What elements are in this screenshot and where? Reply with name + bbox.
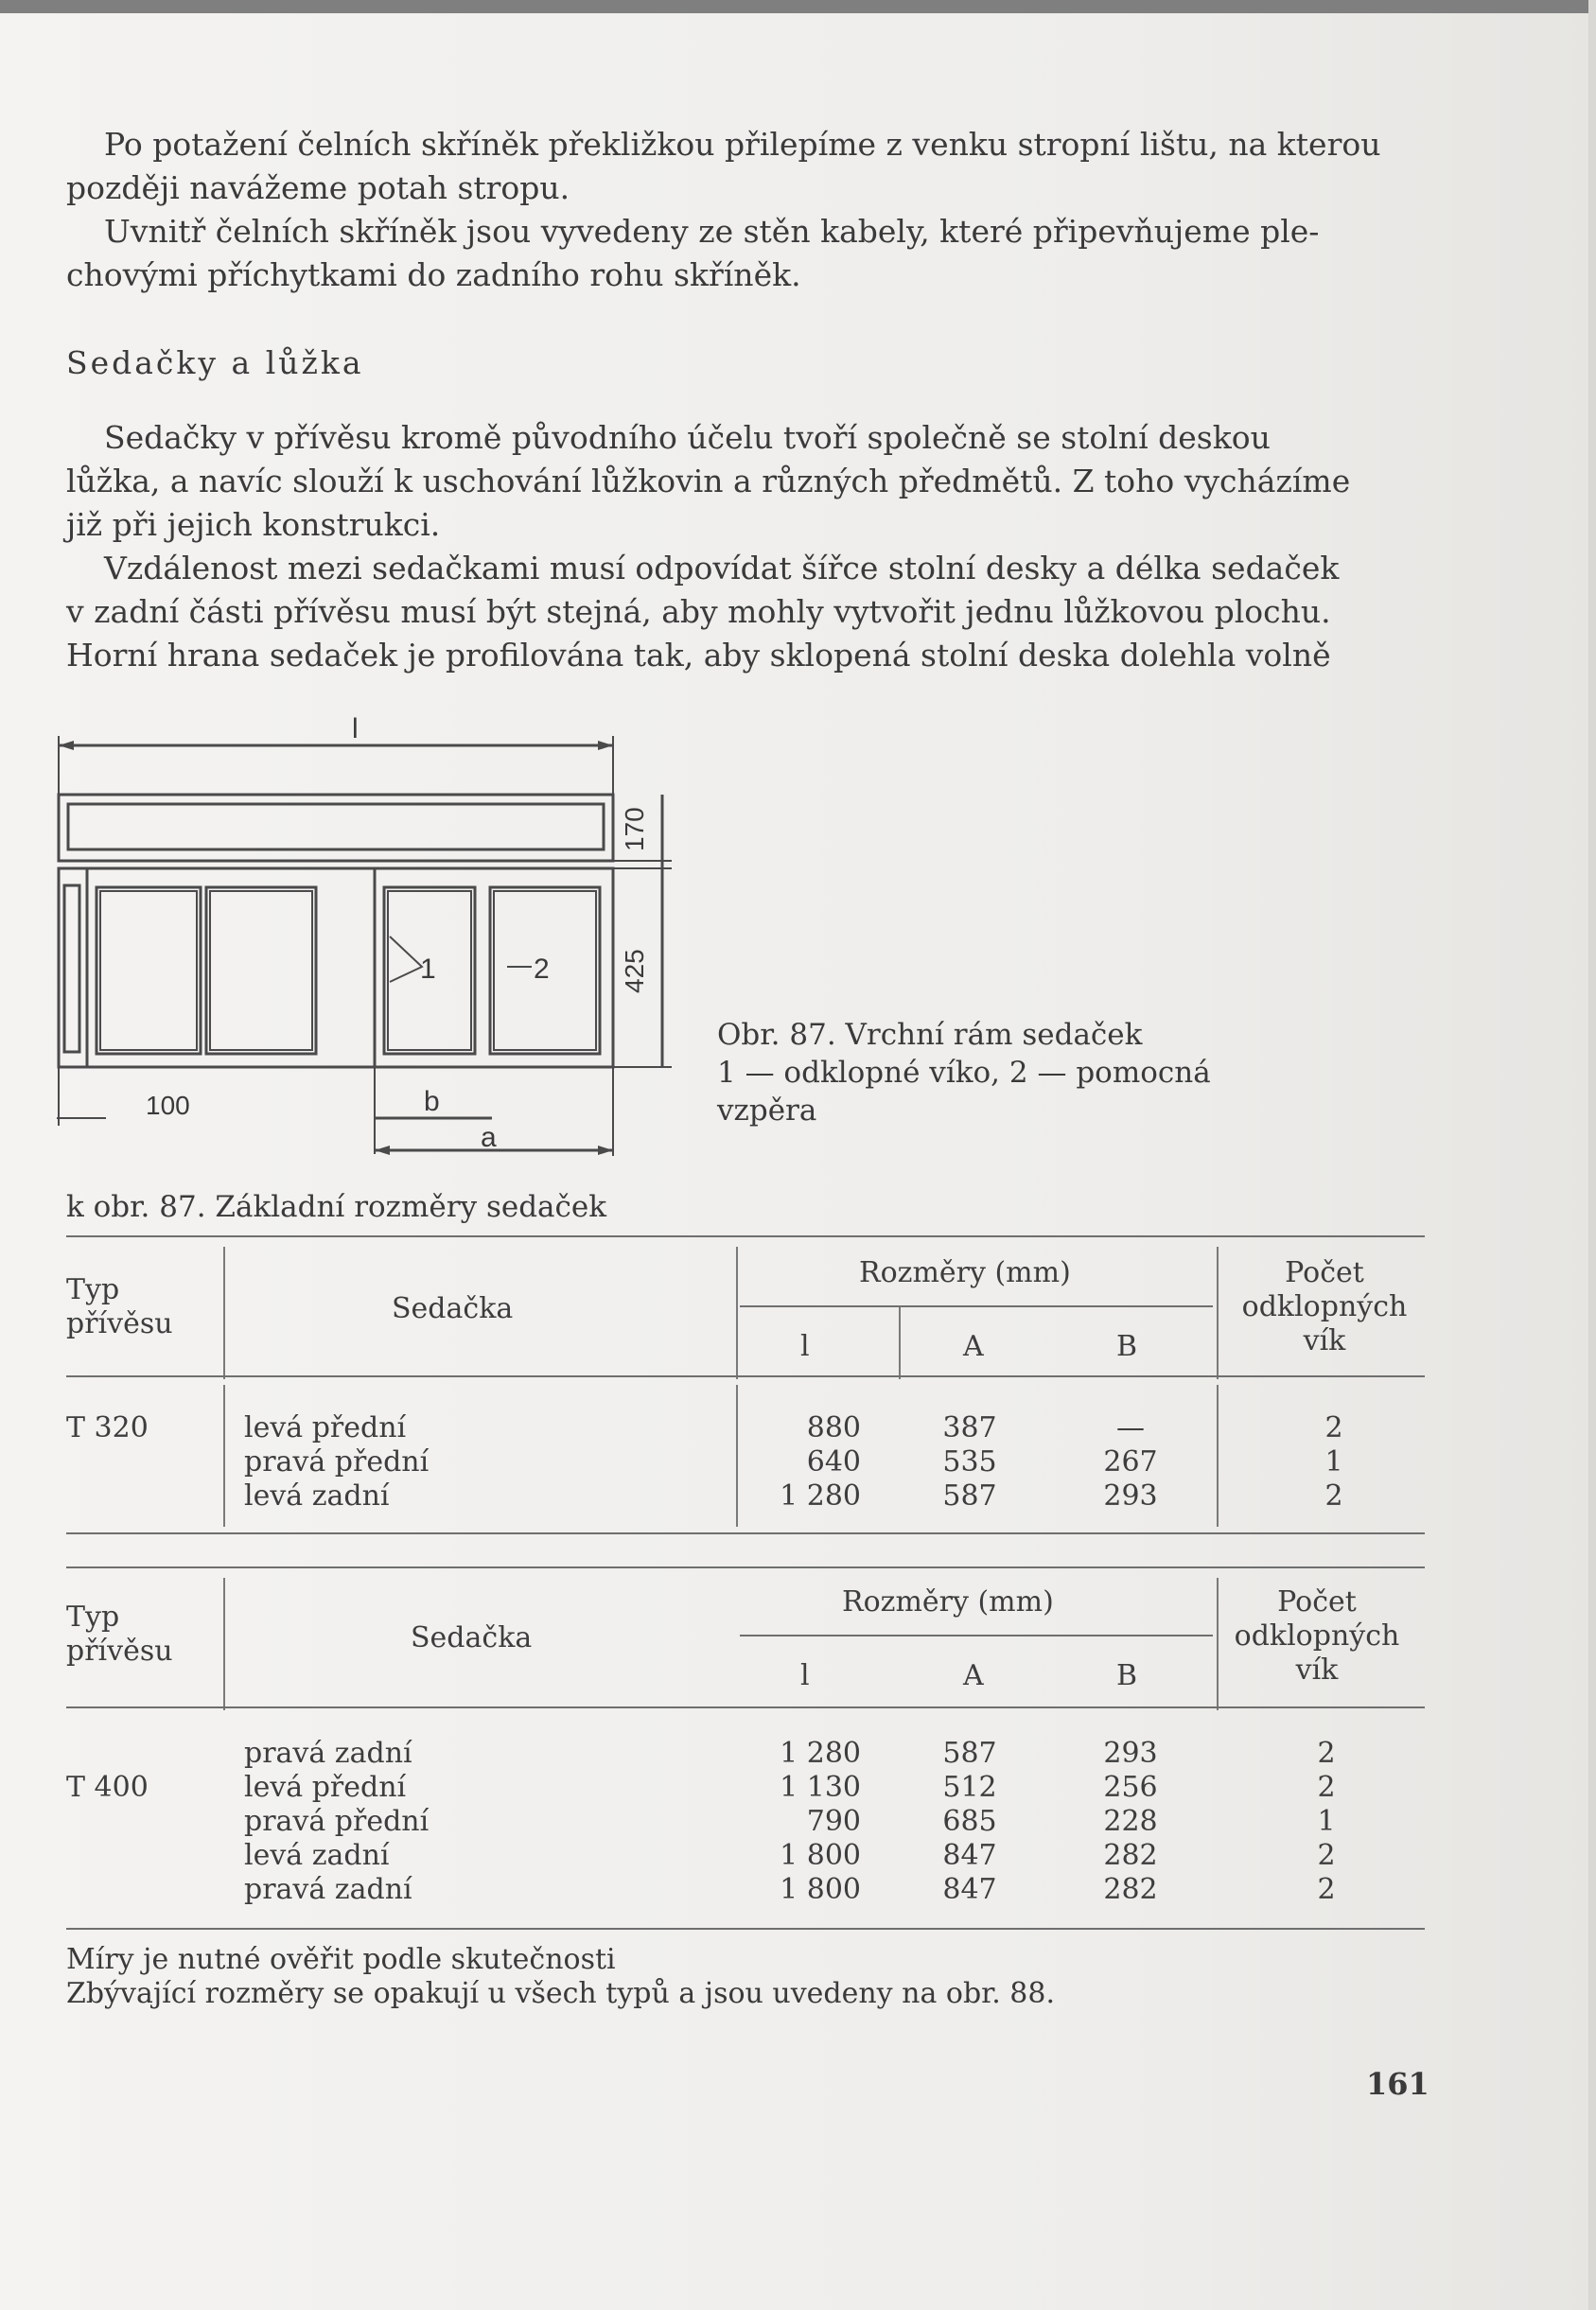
text-line: Vzdálenost mezi sedačkami musí odpovídat šířce stolní desky a délka sedaček	[104, 550, 1340, 586]
text-line: Horní hrana sedaček je profilována tak, aby sklopená stolní deska dolehla volně	[66, 637, 1331, 674]
b-cell: 293	[1103, 1479, 1158, 1513]
text-line: Uvnitř čelních skříněk jsou vyvedeny ze stěn kabely, které připevňujeme ple-	[104, 213, 1320, 250]
lid-panel-inner	[100, 891, 197, 1050]
header-l: l	[800, 1659, 810, 1692]
header-a: A	[963, 1659, 984, 1692]
a-cell: 387	[942, 1411, 997, 1444]
label-b: b	[424, 1086, 440, 1117]
table-column-rule	[223, 1578, 225, 1710]
header-type-line2: přívěsu	[66, 1307, 173, 1340]
l-cell: 1 280	[780, 1737, 861, 1770]
type-cell: T 320	[66, 1411, 149, 1444]
header-type-line1: Typ	[66, 1273, 120, 1306]
text-line: již při jejich konstrukci.	[66, 506, 441, 543]
count-cell: 2	[1317, 1771, 1336, 1804]
text-line: lůžka, a navíc slouží k uschování lůžkovin a různých předmětů. Z toho vycházíme	[66, 463, 1351, 499]
header-type-line2: přívěsu	[66, 1635, 173, 1668]
table-rule	[66, 1235, 1425, 1237]
table-rule	[66, 1706, 1425, 1708]
table-rule	[740, 1305, 1213, 1307]
paragraph-4	[66, 547, 1421, 677]
type-cell: T 400	[66, 1771, 149, 1804]
text-line: Sedačky v přívěsu kromě původního účelu tvoří společně se stolní deskou	[104, 419, 1271, 456]
label-l: l	[352, 713, 359, 744]
count-cell: 1	[1324, 1445, 1343, 1479]
caption-line: Obr. 87. Vrchní rám sedaček	[717, 1018, 1143, 1052]
count-cell: 2	[1324, 1411, 1343, 1444]
l-cell: 1 800	[780, 1839, 861, 1872]
scan-right-edge	[1588, 0, 1596, 2310]
l-cell: 1 130	[780, 1771, 861, 1804]
scan-top-border	[0, 0, 1596, 13]
label-a: a	[481, 1122, 497, 1153]
header-b: B	[1116, 1330, 1138, 1363]
header-seat: Sedačka	[411, 1621, 533, 1654]
text-line: v zadní části přívěsu musí být stejná, aby mohly vytvořit jednu lůžkovou plochu.	[66, 593, 1331, 630]
header-dimensions: Rozměry (mm)	[859, 1256, 1071, 1289]
paragraph-1	[66, 123, 1421, 210]
label-425: 425	[620, 949, 649, 993]
label-100: 100	[146, 1091, 190, 1120]
table-column-rule	[223, 1385, 225, 1527]
a-cell: 535	[942, 1445, 997, 1479]
table-rule	[66, 1928, 1425, 1930]
label-callout-2: 2	[534, 954, 550, 985]
b-cell: 282	[1103, 1839, 1158, 1872]
side-strip	[64, 885, 79, 1052]
count-cell: 2	[1317, 1737, 1336, 1770]
table-rule	[740, 1635, 1213, 1636]
header-count-line3: vík	[1303, 1324, 1346, 1357]
note-measurements: Míry je nutné ověřit podle skutečnosti	[66, 1943, 616, 1976]
header-a: A	[963, 1330, 984, 1363]
header-count-line1: Počet	[1277, 1585, 1357, 1619]
table-column-rule	[899, 1305, 901, 1379]
a-cell: 512	[942, 1771, 997, 1804]
dimensions-table-2	[66, 1566, 1425, 1935]
b-cell: 228	[1103, 1805, 1158, 1838]
seat-cell: levá zadní	[244, 1479, 390, 1513]
table-column-rule	[1217, 1385, 1219, 1527]
paragraph-2	[66, 210, 1421, 297]
l-cell: 640	[806, 1445, 861, 1479]
seat-cell: levá zadní	[244, 1839, 390, 1872]
table-rule	[66, 1566, 1425, 1568]
seat-cell: pravá přední	[244, 1445, 430, 1479]
b-cell: 293	[1103, 1737, 1158, 1770]
a-cell: 847	[942, 1873, 997, 1906]
paragraph-3	[66, 416, 1421, 547]
count-cell: 2	[1317, 1839, 1336, 1872]
table-column-rule	[736, 1385, 738, 1527]
caption-line: vzpěra	[717, 1094, 817, 1128]
a-cell: 685	[942, 1805, 997, 1838]
l-cell: 880	[806, 1411, 861, 1444]
label-170: 170	[620, 807, 649, 851]
table-rule	[66, 1532, 1425, 1534]
header-count-line2: odklopných	[1241, 1290, 1408, 1323]
count-cell: 1	[1317, 1805, 1336, 1838]
l-cell: 1 800	[780, 1873, 861, 1906]
seat-cell: levá přední	[244, 1411, 407, 1444]
text-line: později navážeme potah stropu.	[66, 169, 570, 206]
lid-panel	[96, 887, 201, 1054]
figure-caption	[717, 1016, 1342, 1129]
label-callout-1: 1	[420, 954, 436, 985]
table-column-rule	[736, 1247, 738, 1379]
table-rule	[66, 1375, 1425, 1377]
header-l: l	[800, 1330, 810, 1363]
table-column-rule	[1217, 1247, 1219, 1379]
b-cell: —	[1116, 1411, 1145, 1444]
seat-cell: levá přední	[244, 1771, 407, 1804]
seat-cell: pravá zadní	[244, 1873, 412, 1906]
l-cell: 790	[806, 1805, 861, 1838]
table-title: k obr. 87. Základní rozměry sedaček	[66, 1190, 607, 1224]
seat-cell: pravá přední	[244, 1805, 430, 1838]
header-seat: Sedačka	[392, 1292, 514, 1325]
b-cell: 267	[1103, 1445, 1158, 1479]
section-heading: Sedačky a lůžka	[66, 344, 364, 381]
header-type-line1: Typ	[66, 1601, 120, 1634]
top-rail-inner	[68, 804, 604, 849]
header-count-line2: odklopných	[1234, 1619, 1400, 1653]
table-column-rule	[223, 1247, 225, 1379]
seat-frame-drawing	[57, 709, 681, 1164]
count-cell: 2	[1324, 1479, 1343, 1513]
l-cell: 1 280	[780, 1479, 861, 1513]
text-line: Po potažení čelních skříněk překližkou přilepíme z venku stropní lištu, na kterou	[104, 126, 1381, 163]
a-cell: 587	[942, 1479, 997, 1513]
header-count-line3: vík	[1295, 1654, 1339, 1687]
header-count-line1: Počet	[1285, 1256, 1364, 1289]
count-cell: 2	[1317, 1873, 1336, 1906]
header-dimensions: Rozměry (mm)	[842, 1585, 1054, 1619]
seat-cell: pravá zadní	[244, 1737, 412, 1770]
lid-panel-inner	[210, 891, 312, 1050]
leader-1	[390, 936, 422, 982]
note-remaining-dimensions: Zbývající rozměry se opakují u všech typů a jsou uvedeny na obr. 88.	[66, 1977, 1056, 2010]
dimensions-table-1	[66, 1235, 1425, 1538]
a-cell: 847	[942, 1839, 997, 1872]
caption-line: 1 — odklopné víko, 2 — pomocná	[717, 1056, 1211, 1090]
b-cell: 256	[1103, 1771, 1158, 1804]
header-b: B	[1116, 1659, 1138, 1692]
a-cell: 587	[942, 1737, 997, 1770]
page-number: 161	[1366, 2066, 1429, 2102]
text-line: chovými příchytkami do zadního rohu skříněk.	[66, 256, 801, 293]
lid-panel	[206, 887, 316, 1054]
b-cell: 282	[1103, 1873, 1158, 1906]
